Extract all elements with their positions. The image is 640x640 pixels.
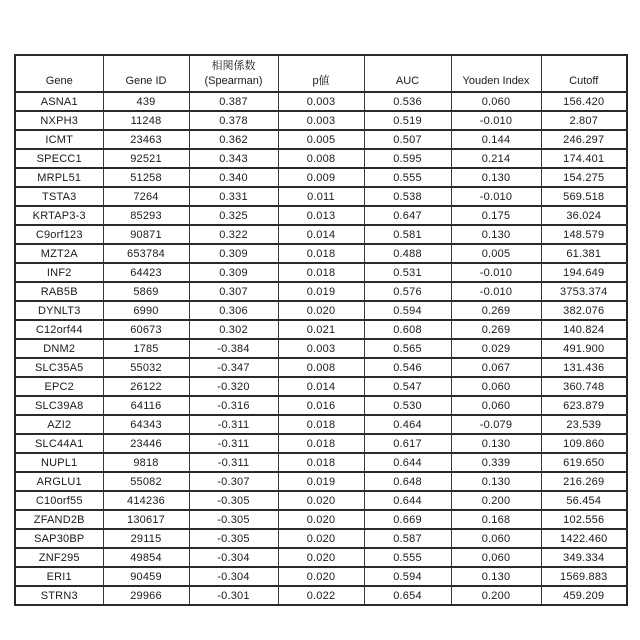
- table-cell: 0.647: [364, 206, 451, 225]
- table-cell: -0.010: [451, 282, 541, 301]
- table-cell: 51258: [103, 168, 189, 187]
- table-cell: 90459: [103, 567, 189, 586]
- table-cell: 0.018: [278, 415, 364, 434]
- table-cell: ZNF295: [15, 548, 103, 567]
- column-header-gene: Gene: [15, 55, 103, 92]
- table-cell: 0.020: [278, 301, 364, 320]
- table-cell: 0.307: [189, 282, 278, 301]
- table-cell: SAP30BP: [15, 529, 103, 548]
- table-cell: 0.013: [278, 206, 364, 225]
- table-row: [15, 453, 627, 472]
- table-cell: 0.016: [278, 396, 364, 415]
- table-row: [15, 529, 627, 548]
- table-cell: 0.340: [189, 168, 278, 187]
- table-cell: 0.595: [364, 149, 451, 168]
- table-cell: -0.010: [451, 263, 541, 282]
- table-cell: 0.547: [364, 377, 451, 396]
- table-cell: 623.879: [541, 396, 627, 415]
- table-cell: SLC39A8: [15, 396, 103, 415]
- table-cell: 0.029: [451, 339, 541, 358]
- table-cell: INF2: [15, 263, 103, 282]
- table-cell: 0.175: [451, 206, 541, 225]
- table-cell: 0.644: [364, 453, 451, 472]
- table-cell: 64423: [103, 263, 189, 282]
- table-cell: 0.021: [278, 320, 364, 339]
- table-row: [15, 111, 627, 130]
- table-cell: 0.654: [364, 586, 451, 605]
- table-row: [15, 301, 627, 320]
- table-cell: 0.200: [451, 491, 541, 510]
- table-cell: 56.454: [541, 491, 627, 510]
- gene-statistics-table: [14, 54, 628, 606]
- table-cell: 414236: [103, 491, 189, 510]
- table-row: [15, 149, 627, 168]
- table-header: [15, 55, 627, 92]
- table-cell: RAB5B: [15, 282, 103, 301]
- table-cell: 0.003: [278, 92, 364, 111]
- table-cell: 0.130: [451, 472, 541, 491]
- table-cell: 148.579: [541, 225, 627, 244]
- table-cell: 0.018: [278, 453, 364, 472]
- table-cell: MZT2A: [15, 244, 103, 263]
- table-cell: -0.305: [189, 491, 278, 510]
- table-cell: 0.144: [451, 130, 541, 149]
- table-cell: -0.304: [189, 548, 278, 567]
- table-cell: 0.536: [364, 92, 451, 111]
- table-cell: 0.060: [451, 548, 541, 567]
- table-row: [15, 586, 627, 605]
- table-cell: -0.010: [451, 187, 541, 206]
- table-cell: -0.320: [189, 377, 278, 396]
- table-cell: 0.269: [451, 301, 541, 320]
- table-cell: DNM2: [15, 339, 103, 358]
- table-cell: 653784: [103, 244, 189, 263]
- table-cell: 0.581: [364, 225, 451, 244]
- table-cell: 491.900: [541, 339, 627, 358]
- table-cell: 156.420: [541, 92, 627, 111]
- table-cell: 0.546: [364, 358, 451, 377]
- table-cell: 9818: [103, 453, 189, 472]
- table-cell: 246.297: [541, 130, 627, 149]
- table-cell: 85293: [103, 206, 189, 225]
- table-cell: 60673: [103, 320, 189, 339]
- table-cell: TSTA3: [15, 187, 103, 206]
- table-cell: 0.018: [278, 244, 364, 263]
- table-cell: 0.130: [451, 168, 541, 187]
- table-cell: 0.060: [451, 377, 541, 396]
- table-cell: 0.005: [278, 130, 364, 149]
- table-cell: 459.209: [541, 586, 627, 605]
- table-cell: -0.304: [189, 567, 278, 586]
- table-cell: 36.024: [541, 206, 627, 225]
- table-cell: 0.488: [364, 244, 451, 263]
- table-cell: 0.130: [451, 567, 541, 586]
- table-row: [15, 339, 627, 358]
- table-cell: 23463: [103, 130, 189, 149]
- table-row: [15, 282, 627, 301]
- table-cell: 90871: [103, 225, 189, 244]
- table-cell: 2.807: [541, 111, 627, 130]
- table-cell: NXPH3: [15, 111, 103, 130]
- table-cell: 0.594: [364, 567, 451, 586]
- table-cell: 0.669: [364, 510, 451, 529]
- table-cell: -0.010: [451, 111, 541, 130]
- table-cell: -0.311: [189, 453, 278, 472]
- table-cell: 0.214: [451, 149, 541, 168]
- table-row: [15, 472, 627, 491]
- table-cell: 0.020: [278, 510, 364, 529]
- table-cell: 0.538: [364, 187, 451, 206]
- table-cell: 0.617: [364, 434, 451, 453]
- table-row: [15, 377, 627, 396]
- table-row: [15, 244, 627, 263]
- table-cell: 0.322: [189, 225, 278, 244]
- table-cell: 102.556: [541, 510, 627, 529]
- table-cell: 0.302: [189, 320, 278, 339]
- table-cell: ERI1: [15, 567, 103, 586]
- table-row: [15, 168, 627, 187]
- table-cell: 0.020: [278, 529, 364, 548]
- table-cell: -0.305: [189, 529, 278, 548]
- table-cell: 109.860: [541, 434, 627, 453]
- table-cell: 0.648: [364, 472, 451, 491]
- table-row: [15, 548, 627, 567]
- table-cell: 1422.460: [541, 529, 627, 548]
- table-cell: 29966: [103, 586, 189, 605]
- table-cell: 0.019: [278, 472, 364, 491]
- table-cell: 0.011: [278, 187, 364, 206]
- table-cell: 23446: [103, 434, 189, 453]
- table-header-row: [15, 55, 627, 92]
- table-cell: 349.334: [541, 548, 627, 567]
- table-cell: C10orf55: [15, 491, 103, 510]
- table-cell: AZI2: [15, 415, 103, 434]
- table-cell: 0.020: [278, 567, 364, 586]
- table-cell: 439: [103, 92, 189, 111]
- table-row: [15, 206, 627, 225]
- gene-statistics-table-container: [14, 54, 626, 602]
- table-cell: 26122: [103, 377, 189, 396]
- table-cell: 0.020: [278, 548, 364, 567]
- table-cell: 0.464: [364, 415, 451, 434]
- table-cell: 55032: [103, 358, 189, 377]
- table-cell: 0.644: [364, 491, 451, 510]
- table-cell: KRTAP3-3: [15, 206, 103, 225]
- table-cell: 0.531: [364, 263, 451, 282]
- table-cell: MRPL51: [15, 168, 103, 187]
- table-cell: 382.076: [541, 301, 627, 320]
- table-cell: 11248: [103, 111, 189, 130]
- table-cell: 64116: [103, 396, 189, 415]
- table-cell: 0.519: [364, 111, 451, 130]
- table-body: [15, 92, 627, 605]
- table-cell: 130617: [103, 510, 189, 529]
- table-cell: -0.307: [189, 472, 278, 491]
- table-cell: -0.301: [189, 586, 278, 605]
- table-cell: 216.269: [541, 472, 627, 491]
- table-cell: 0.362: [189, 130, 278, 149]
- table-cell: 0.339: [451, 453, 541, 472]
- table-cell: 0.325: [189, 206, 278, 225]
- table-cell: 0.005: [451, 244, 541, 263]
- table-cell: ARGLU1: [15, 472, 103, 491]
- table-cell: SPECC1: [15, 149, 103, 168]
- table-cell: 0.067: [451, 358, 541, 377]
- column-header-spearman-correlation: 相関係数 (Spearman): [189, 55, 278, 92]
- table-cell: 0.200: [451, 586, 541, 605]
- table-cell: ZFAND2B: [15, 510, 103, 529]
- table-cell: 0.018: [278, 263, 364, 282]
- table-cell: 0.003: [278, 111, 364, 130]
- table-cell: 131.436: [541, 358, 627, 377]
- table-cell: 0.309: [189, 263, 278, 282]
- table-cell: 0.565: [364, 339, 451, 358]
- table-cell: 0.331: [189, 187, 278, 206]
- table-cell: 5869: [103, 282, 189, 301]
- table-cell: 64343: [103, 415, 189, 434]
- table-row: [15, 92, 627, 111]
- table-cell: C12orf44: [15, 320, 103, 339]
- column-header-auc: AUC: [364, 55, 451, 92]
- column-header-cutoff: Cutoff: [541, 55, 627, 92]
- table-cell: 0.060: [451, 396, 541, 415]
- table-cell: 0.309: [189, 244, 278, 263]
- table-cell: ASNA1: [15, 92, 103, 111]
- table-cell: -0.305: [189, 510, 278, 529]
- table-row: [15, 415, 627, 434]
- table-cell: 140.824: [541, 320, 627, 339]
- table-row: [15, 358, 627, 377]
- table-cell: 619.650: [541, 453, 627, 472]
- table-row: [15, 434, 627, 453]
- table-cell: 92521: [103, 149, 189, 168]
- column-header-p-value: p値: [278, 55, 364, 92]
- table-cell: 154.275: [541, 168, 627, 187]
- table-cell: 0.576: [364, 282, 451, 301]
- table-cell: ICMT: [15, 130, 103, 149]
- table-cell: C9orf123: [15, 225, 103, 244]
- table-cell: 55082: [103, 472, 189, 491]
- table-cell: 0.060: [451, 529, 541, 548]
- column-header-youden-index: Youden Index: [451, 55, 541, 92]
- table-cell: 0.587: [364, 529, 451, 548]
- table-cell: -0.311: [189, 415, 278, 434]
- table-cell: 360.748: [541, 377, 627, 396]
- table-cell: STRN3: [15, 586, 103, 605]
- table-cell: -0.316: [189, 396, 278, 415]
- table-cell: 0.555: [364, 548, 451, 567]
- table-row: [15, 187, 627, 206]
- table-cell: -0.079: [451, 415, 541, 434]
- table-cell: 7264: [103, 187, 189, 206]
- table-cell: 0.014: [278, 377, 364, 396]
- table-cell: -0.347: [189, 358, 278, 377]
- table-cell: 0.378: [189, 111, 278, 130]
- table-cell: 0.019: [278, 282, 364, 301]
- table-cell: 23.539: [541, 415, 627, 434]
- table-cell: SLC44A1: [15, 434, 103, 453]
- table-cell: 0.022: [278, 586, 364, 605]
- table-cell: -0.311: [189, 434, 278, 453]
- table-cell: 0.008: [278, 358, 364, 377]
- column-header-gene-id: Gene ID: [103, 55, 189, 92]
- table-cell: 0.009: [278, 168, 364, 187]
- table-cell: 0.020: [278, 491, 364, 510]
- table-cell: 0.269: [451, 320, 541, 339]
- table-cell: 0.387: [189, 92, 278, 111]
- table-cell: 0.507: [364, 130, 451, 149]
- table-cell: NUPL1: [15, 453, 103, 472]
- table-row: [15, 320, 627, 339]
- table-cell: 569.518: [541, 187, 627, 206]
- table-cell: -0.384: [189, 339, 278, 358]
- table-cell: SLC35A5: [15, 358, 103, 377]
- table-cell: 0.060: [451, 92, 541, 111]
- table-row: [15, 263, 627, 282]
- table-row: [15, 491, 627, 510]
- table-cell: 1785: [103, 339, 189, 358]
- table-row: [15, 567, 627, 586]
- table-cell: 0.014: [278, 225, 364, 244]
- table-cell: 0.008: [278, 149, 364, 168]
- table-cell: DYNLT3: [15, 301, 103, 320]
- table-cell: 0.608: [364, 320, 451, 339]
- table-cell: 6990: [103, 301, 189, 320]
- table-cell: 0.555: [364, 168, 451, 187]
- table-cell: 49854: [103, 548, 189, 567]
- table-row: [15, 396, 627, 415]
- table-cell: 3753.374: [541, 282, 627, 301]
- table-cell: 0.003: [278, 339, 364, 358]
- table-cell: 29115: [103, 529, 189, 548]
- table-cell: 0.306: [189, 301, 278, 320]
- table-row: [15, 130, 627, 149]
- table-cell: 0.168: [451, 510, 541, 529]
- table-cell: 1569.883: [541, 567, 627, 586]
- table-cell: 61.381: [541, 244, 627, 263]
- table-cell: 0.343: [189, 149, 278, 168]
- table-row: [15, 225, 627, 244]
- table-cell: 0.130: [451, 225, 541, 244]
- table-cell: 0.594: [364, 301, 451, 320]
- table-cell: 174.401: [541, 149, 627, 168]
- table-cell: 0.018: [278, 434, 364, 453]
- table-cell: 0.130: [451, 434, 541, 453]
- table-cell: 0.530: [364, 396, 451, 415]
- table-cell: 194.649: [541, 263, 627, 282]
- table-cell: EPC2: [15, 377, 103, 396]
- table-row: [15, 510, 627, 529]
